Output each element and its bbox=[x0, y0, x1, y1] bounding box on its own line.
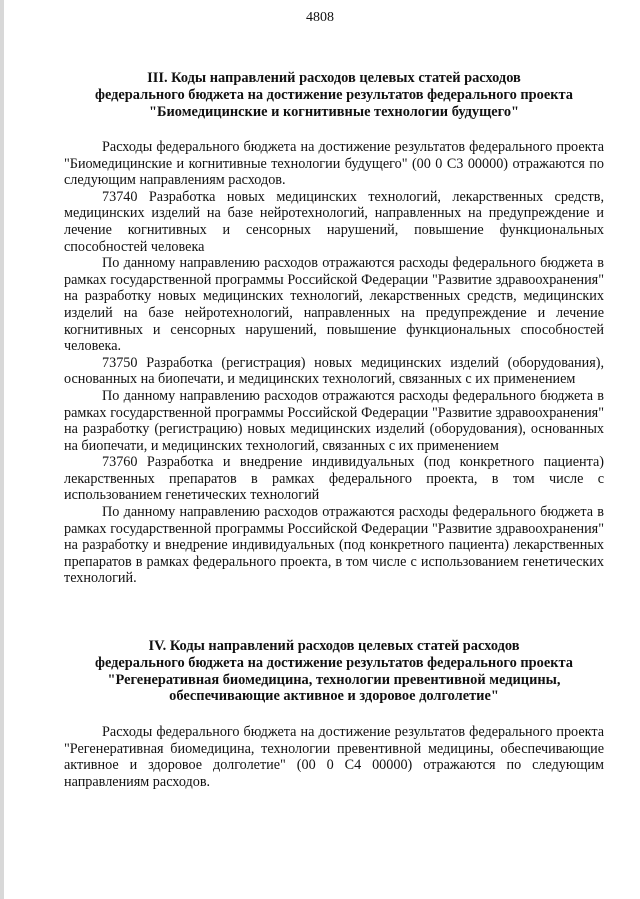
paragraph: Расходы федерального бюджета на достижение результатов федерального проекта "Биомедицинские и когнитивные технологии будущего" (00 0 С3 00000) отражаются по следующим направлениям расходов. bbox=[64, 139, 604, 189]
paragraph: По данному направлению расходов отражаются расходы федерального бюджета в рамках государственной программы Российской Федерации "Развитие здравоохранения" на разработку (регистрацию) новых медицинских изделий (оборудования), основанных на биопечати, и медицинских технологий, связанных с их применением bbox=[64, 387, 604, 454]
paragraph: 73760 Разработка и внедрение индивидуальных (под конкретного пациента) лекарственных препаратов в рамках федерального проекта, в том числе с использованием генетических технологий bbox=[64, 454, 604, 504]
section-3-heading-line: "Биомедицинские и когнитивные технологии будущего" bbox=[148, 103, 520, 120]
section-4-heading bbox=[64, 638, 604, 705]
paragraph: По данному направлению расходов отражаются расходы федерального бюджета в рамках государственной программы Российской Федерации "Развитие здравоохранения" на разработку новых медицинских технологий, лекарственных средств, медицинских изделий на базе нейротехнологий, направленных на предупреждение и лечение когнитивных и сенсорных нарушений, повышение функциональных способностей человека. bbox=[64, 255, 604, 355]
section-3-heading bbox=[64, 70, 604, 120]
section-4-heading-line: федерального бюджета на достижение результатов федерального проекта bbox=[94, 654, 573, 671]
paragraph: По данному направлению расходов отражаются расходы федерального бюджета в рамках государственной программы Российской Федерации "Развитие здравоохранения" на разработку и внедрение индивидуальных (под конкретного пациента) лекарственных препаратов в рамках федерального проекта, в том числе с использованием генетических технологий. bbox=[64, 504, 604, 587]
section-3-heading-line: федерального бюджета на достижение результатов федерального проекта bbox=[94, 86, 573, 103]
section-4-heading-line: обеспечивающие активное и здоровое долголетие" bbox=[169, 688, 499, 705]
paragraph: 73740 Разработка новых медицинских технологий, лекарственных средств, медицинских изделий на базе нейротехнологий, направленных на предупреждение и лечение когнитивных и сенсорных нарушений, повышение функциональных способностей человека bbox=[64, 188, 604, 255]
section-4-body bbox=[64, 724, 604, 790]
paragraph: Расходы федерального бюджета на достижение результатов федерального проекта "Регенеративная биомедицина, технологии превентивной медицины, обеспечивающие активное и здоровое долголетие" (00 0 С4 00000) отражаются по следующим направлениям расходов. bbox=[64, 724, 604, 790]
section-3-heading-line: III. Коды направлений расходов целевых статей расходов bbox=[147, 70, 521, 86]
section-4-heading-line: "Регенеративная биомедицина, технологии превентивной медицины, bbox=[107, 671, 561, 688]
scan-edge bbox=[0, 0, 4, 899]
paragraph: 73750 Разработка (регистрация) новых медицинских изделий (оборудования), основанных на биопечати, и медицинских технологий, связанных с их применением bbox=[64, 354, 604, 388]
section-4-heading-line: IV. Коды направлений расходов целевых статей расходов bbox=[148, 638, 520, 654]
page-number: 4808 bbox=[306, 10, 334, 25]
section-3-body bbox=[64, 139, 604, 587]
